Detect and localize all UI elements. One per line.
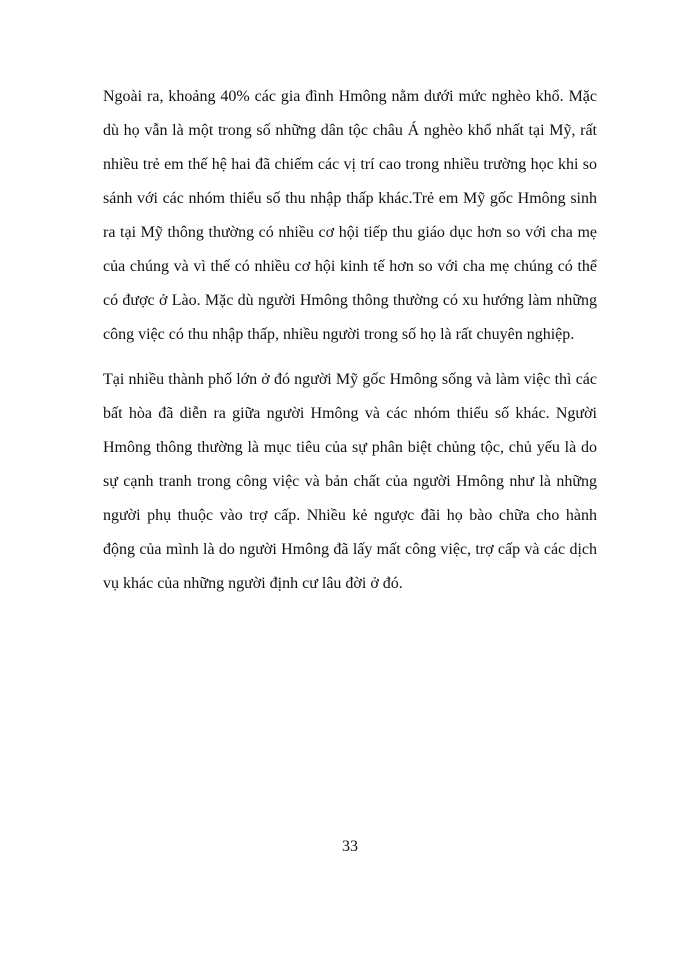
paragraph-2: Tại nhiều thành phố lớn ở đó người Mỹ gốc Hmông sống và làm việc thì các bất hòa đã diễn ra giữa người Hmông và các nhóm thiểu số khác. Người Hmông thông thường là mục tiêu của sự phân biệt chủng tộc, chủ yếu là do sự cạnh tranh trong công việc và bản chất của người Hmông như là những người phụ thuộc vào trợ cấp. Nhiều kẻ ngược đãi họ bào chữa cho hành động của mình là do người Hmông đã lấy mất công việc, trợ cấp và các dịch vụ khác của những người định cư lâu đời ở đó. bbox=[103, 371, 597, 592]
paragraph-1: Ngoài ra, khoảng 40% các gia đình Hmông nằm dưới mức nghèo khổ. Mặc dù họ vẫn là một trong số những dân tộc châu Á nghèo khổ nhất tại Mỹ, rất nhiều trẻ em thế hệ hai đã chiếm các vị trí cao trong nhiều trường học khi so sánh với các nhóm thiểu số thu nhập thấp khác.Trẻ em Mỹ gốc Hmông sinh ra tại Mỹ thông thường có nhiều cơ hội tiếp thu giáo dục hơn so với cha mẹ của chúng và vì thế có nhiều cơ hội kinh tế hơn so với cha mẹ chúng có thể có được ở Lào. Mặc dù người Hmông thông thường có xu hướng làm những công việc có thu nhập thấp, nhiều người trong số họ là rất chuyên nghiệp. bbox=[103, 88, 597, 343]
page-number: 33 bbox=[342, 838, 358, 855]
page-body bbox=[103, 80, 597, 601]
